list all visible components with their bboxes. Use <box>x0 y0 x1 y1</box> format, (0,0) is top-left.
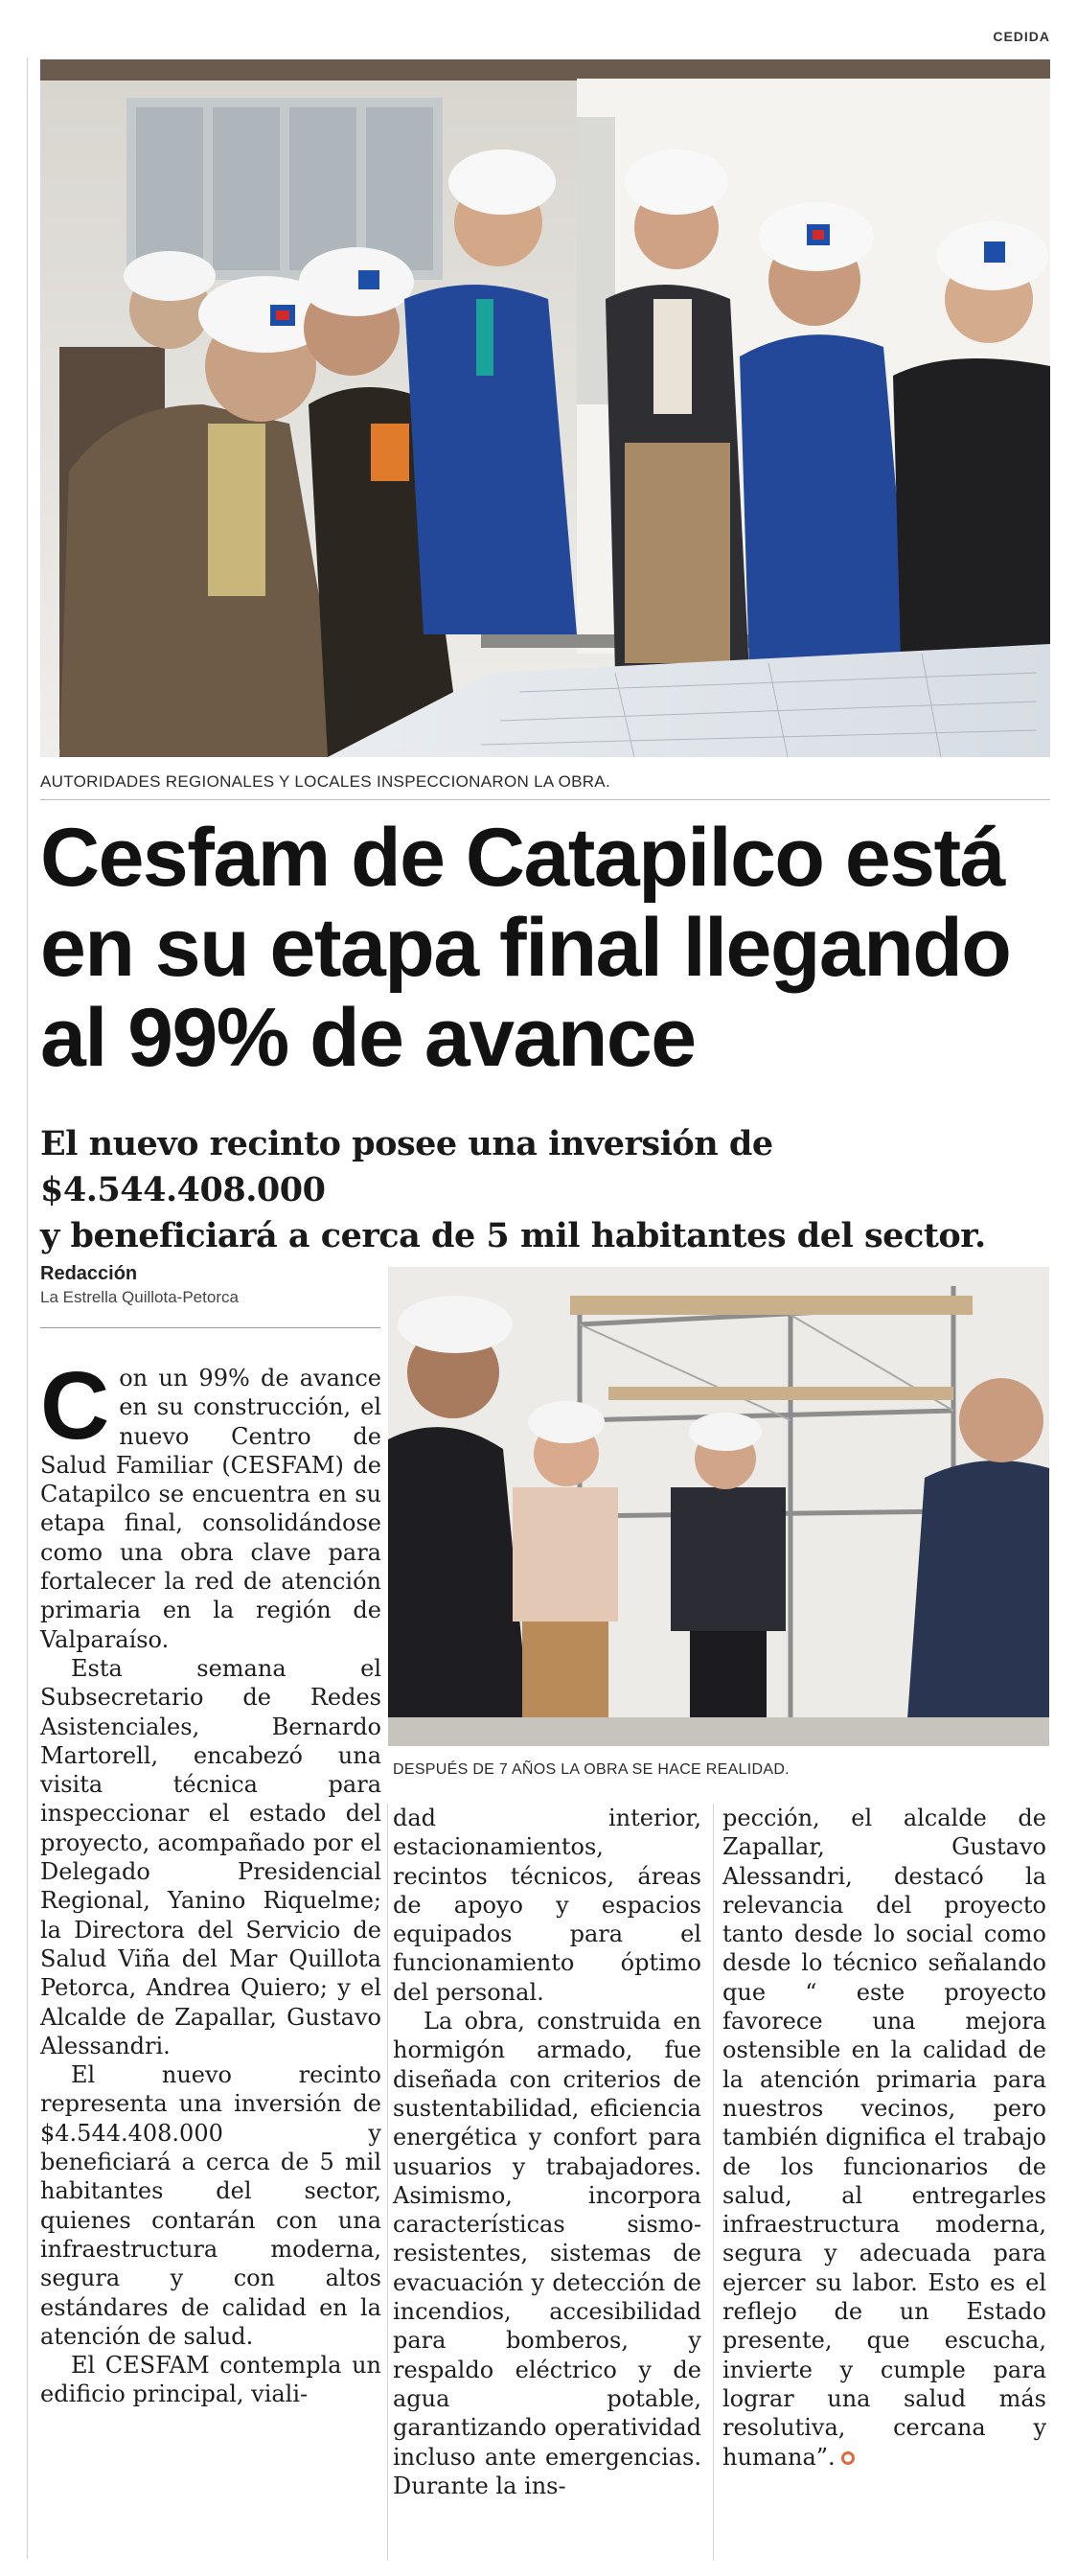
end-of-article-icon <box>841 2451 855 2465</box>
subhead-line: y beneficiará a cerca de 5 mil habitantes del sector. <box>40 1216 986 1255</box>
byline <box>40 1263 239 1307</box>
drop-cap: C <box>40 1352 110 1460</box>
side-photo <box>388 1267 1049 1746</box>
byline-outlet: La Estrella Quillota-Petorca <box>40 1288 239 1306</box>
headline-line: en su etapa final llegando <box>40 902 1011 994</box>
article-column-3 <box>722 1804 1046 2472</box>
caption-rule <box>40 799 1050 800</box>
side-photo-caption: DESPUÉS DE 7 AÑOS LA OBRA SE HACE REALIDAD. <box>393 1761 790 1778</box>
paragraph: La obra, construida en hormigón armado, fue diseñada con criterios de sustentabilidad, eficiencia energética y confort para usuarios y trabajadores. Asimismo, incorpora características sismo-resistentes, sistemas de evacuación y detección de incendios, accesibilidad para bomberos, y respaldo eléctrico y de agua potable, garantizando operatividad incluso ante emergencias. Durante la ins- <box>393 2008 701 2499</box>
article-column-2 <box>393 1804 701 2500</box>
subhead-line: El nuevo recinto posee una inversión de $4.544.408.000 <box>40 1124 773 1209</box>
photo-credit: CEDIDA <box>993 29 1050 44</box>
article-column-1 <box>40 1352 381 2409</box>
paragraph <box>722 1804 1046 2472</box>
headline-line: al 99% de avance <box>40 992 696 1084</box>
paragraph: El CESFAM contempla un edificio principal, viali- <box>40 2352 381 2408</box>
column-separator <box>387 1804 388 2561</box>
paragraph-text: pección, el alcalde de Zapallar, Gustavo Alessandri, destacó la relevancia del proyecto tanto desde lo social como desde lo técnico señalando que “ este proyecto favorece una mejora ostensible en la calidad de la atención primaria para nuestros vecinos, pero también dignifica el trabajo de los funcionarios de salud, al entregarles infraestructura moderna, segura y adecuada para ejercer su labor. Esto es el reflejo de un Estado presente, que escucha, invierte y cumple para lograr una salud más resolutiva, cercana y humana”. <box>722 1805 1046 2471</box>
subheadline <box>40 1121 1056 1259</box>
paragraph: El nuevo recinto representa una inversión de $4.544.408.000 y beneficiará a cerca de 5 mil habitantes del sector, quienes contarán con una infraestructura moderna, segura y con altos estándares de calidad en la atención de salud. <box>40 2061 381 2350</box>
column-separator <box>713 1804 714 2561</box>
paragraph: Esta semana el Subsecretario de Redes Asistenciales, Bernardo Martorell, encabezó una visita técnica para inspeccionar el estado del proyecto, acompañado por el Delegado Presidencial Regional, Yanino Riquelme; la Directora del Servicio de Salud Viña del Mar Quillota Petorca, Andrea Quiero; y el Alcalde de Zapallar, Gustavo Alessandri. <box>40 1654 381 2059</box>
byline-author: Redacción <box>40 1263 138 1284</box>
headline <box>40 813 1056 1083</box>
paragraph-text: on un 99% de avance en su construcción, el nuevo Centro de Salud Familiar (CESFAM) de Catapilco se encuentra en su etapa final, consolidándose como una obra clave para fortalecer la red de atención primaria en la región de Valparaíso. <box>40 1365 381 1653</box>
page-gutter-line <box>27 58 28 2559</box>
top-photo-caption: AUTORIDADES REGIONALES Y LOCALES INSPECCIONARON LA OBRA. <box>40 772 610 791</box>
paragraph: dad interior, estacionamientos, recintos técnicos, áreas de apoyo y espacios equipados para el funcionamiento óptimo del personal. <box>393 1805 701 2006</box>
byline-rule <box>40 1327 380 1328</box>
headline-line: Cesfam de Catapilco está <box>40 812 1004 904</box>
paragraph <box>40 1352 381 1654</box>
top-photo <box>40 59 1050 757</box>
